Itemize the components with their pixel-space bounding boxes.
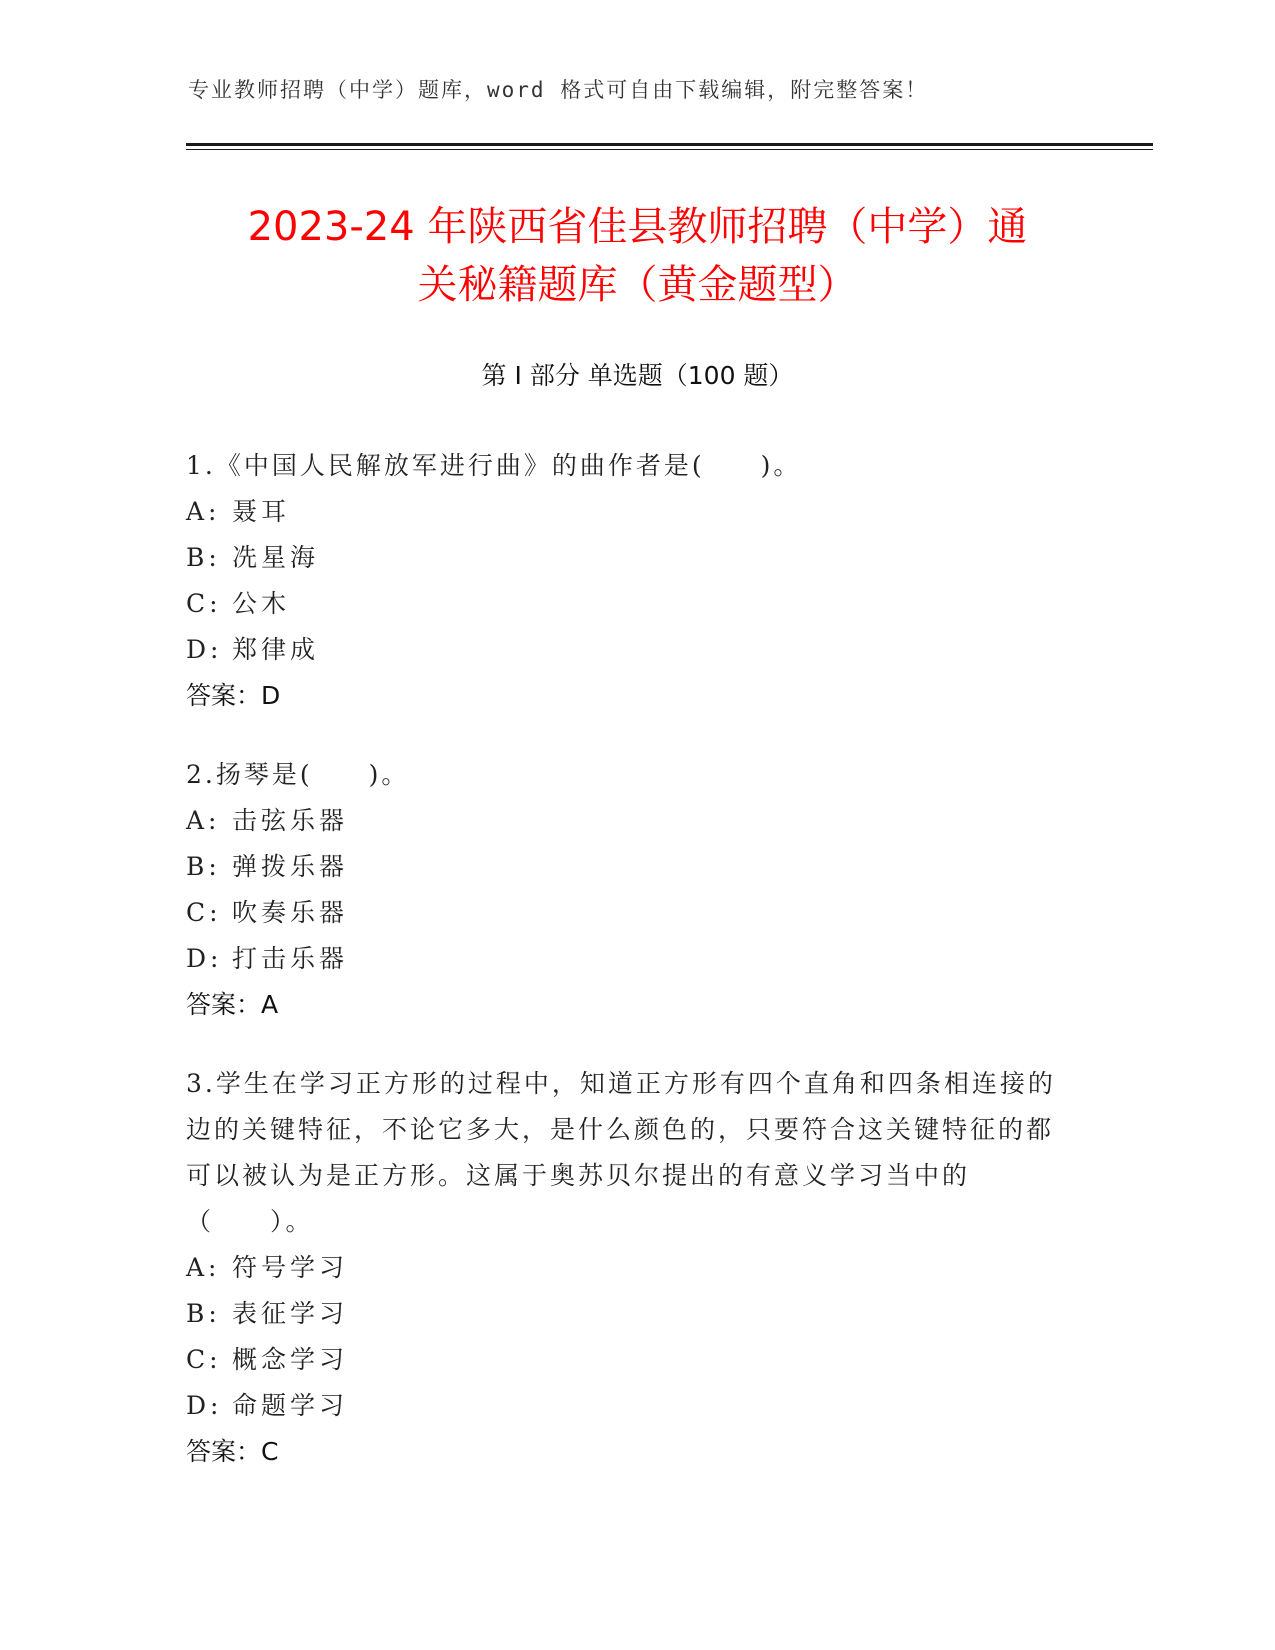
option-d — [186, 627, 1066, 673]
option-text: 概念学习 — [232, 1345, 349, 1374]
option-b — [186, 535, 1066, 581]
question-stem: 1.《中国人民解放军进行曲》的曲作者是( )。 — [186, 451, 802, 480]
option-key: B: — [186, 852, 221, 881]
header-rule-thin — [186, 149, 1153, 150]
option-key: B: — [186, 543, 221, 572]
option-key: B: — [186, 1299, 221, 1328]
option-key: C: — [186, 1345, 222, 1374]
question-answer: 答案：C — [186, 1437, 279, 1466]
document-title — [190, 198, 1085, 314]
option-a — [186, 489, 1066, 535]
option-text: 聂耳 — [232, 497, 291, 526]
option-text: 弹拨乐器 — [232, 852, 349, 881]
option-c — [186, 890, 1066, 936]
option-key: D: — [186, 1391, 223, 1420]
option-a — [186, 1245, 1066, 1291]
option-text: 冼星海 — [232, 543, 320, 572]
question-answer: 答案：D — [186, 681, 281, 710]
option-text: 公木 — [232, 589, 291, 618]
option-d — [186, 936, 1066, 982]
option-text: 吹奏乐器 — [232, 898, 349, 927]
option-text: 打击乐器 — [232, 944, 349, 973]
option-text: 表征学习 — [232, 1299, 349, 1328]
question-1 — [186, 443, 1066, 719]
option-a — [186, 798, 1066, 844]
question-stem: 2.扬琴是( )。 — [186, 760, 410, 789]
question-list — [186, 443, 1066, 1508]
option-key: D: — [186, 944, 223, 973]
option-key: A: — [186, 806, 221, 835]
option-c — [186, 1337, 1066, 1383]
option-b — [186, 1291, 1066, 1337]
option-key: A: — [186, 497, 221, 526]
question-3 — [186, 1061, 1066, 1475]
document-title-line2: 关秘籍题库（黄金题型） — [417, 262, 858, 308]
option-c — [186, 581, 1066, 627]
header-rule-thick — [186, 143, 1153, 146]
option-key: D: — [186, 635, 223, 664]
question-2 — [186, 752, 1066, 1028]
option-text: 击弦乐器 — [232, 806, 349, 835]
header-note: 专业教师招聘（中学）题库，word 格式可自由下载编辑，附完整答案！ — [188, 78, 929, 102]
option-text: 郑律成 — [232, 635, 320, 664]
option-key: A: — [186, 1253, 221, 1282]
option-text: 命题学习 — [232, 1391, 349, 1420]
option-key: C: — [186, 898, 222, 927]
section-heading: 第 I 部分 单选题（100 题） — [481, 361, 794, 390]
option-b — [186, 844, 1066, 890]
option-text: 符号学习 — [232, 1253, 349, 1282]
question-stem: 3.学生在学习正方形的过程中，知道正方形有四个直角和四条相连接的边的关键特征，不论它多大，是什么颜色的，只要符合这关键特征的都可以被认为是正方形。这属于奥苏贝尔提出的有意义学习当中的（ ）。 — [186, 1069, 1056, 1236]
option-key: C: — [186, 589, 222, 618]
document-title-line1: 2023-24 年陕西省佳县教师招聘（中学）通 — [247, 204, 1028, 250]
question-answer: 答案：A — [186, 990, 279, 1019]
option-d — [186, 1383, 1066, 1429]
